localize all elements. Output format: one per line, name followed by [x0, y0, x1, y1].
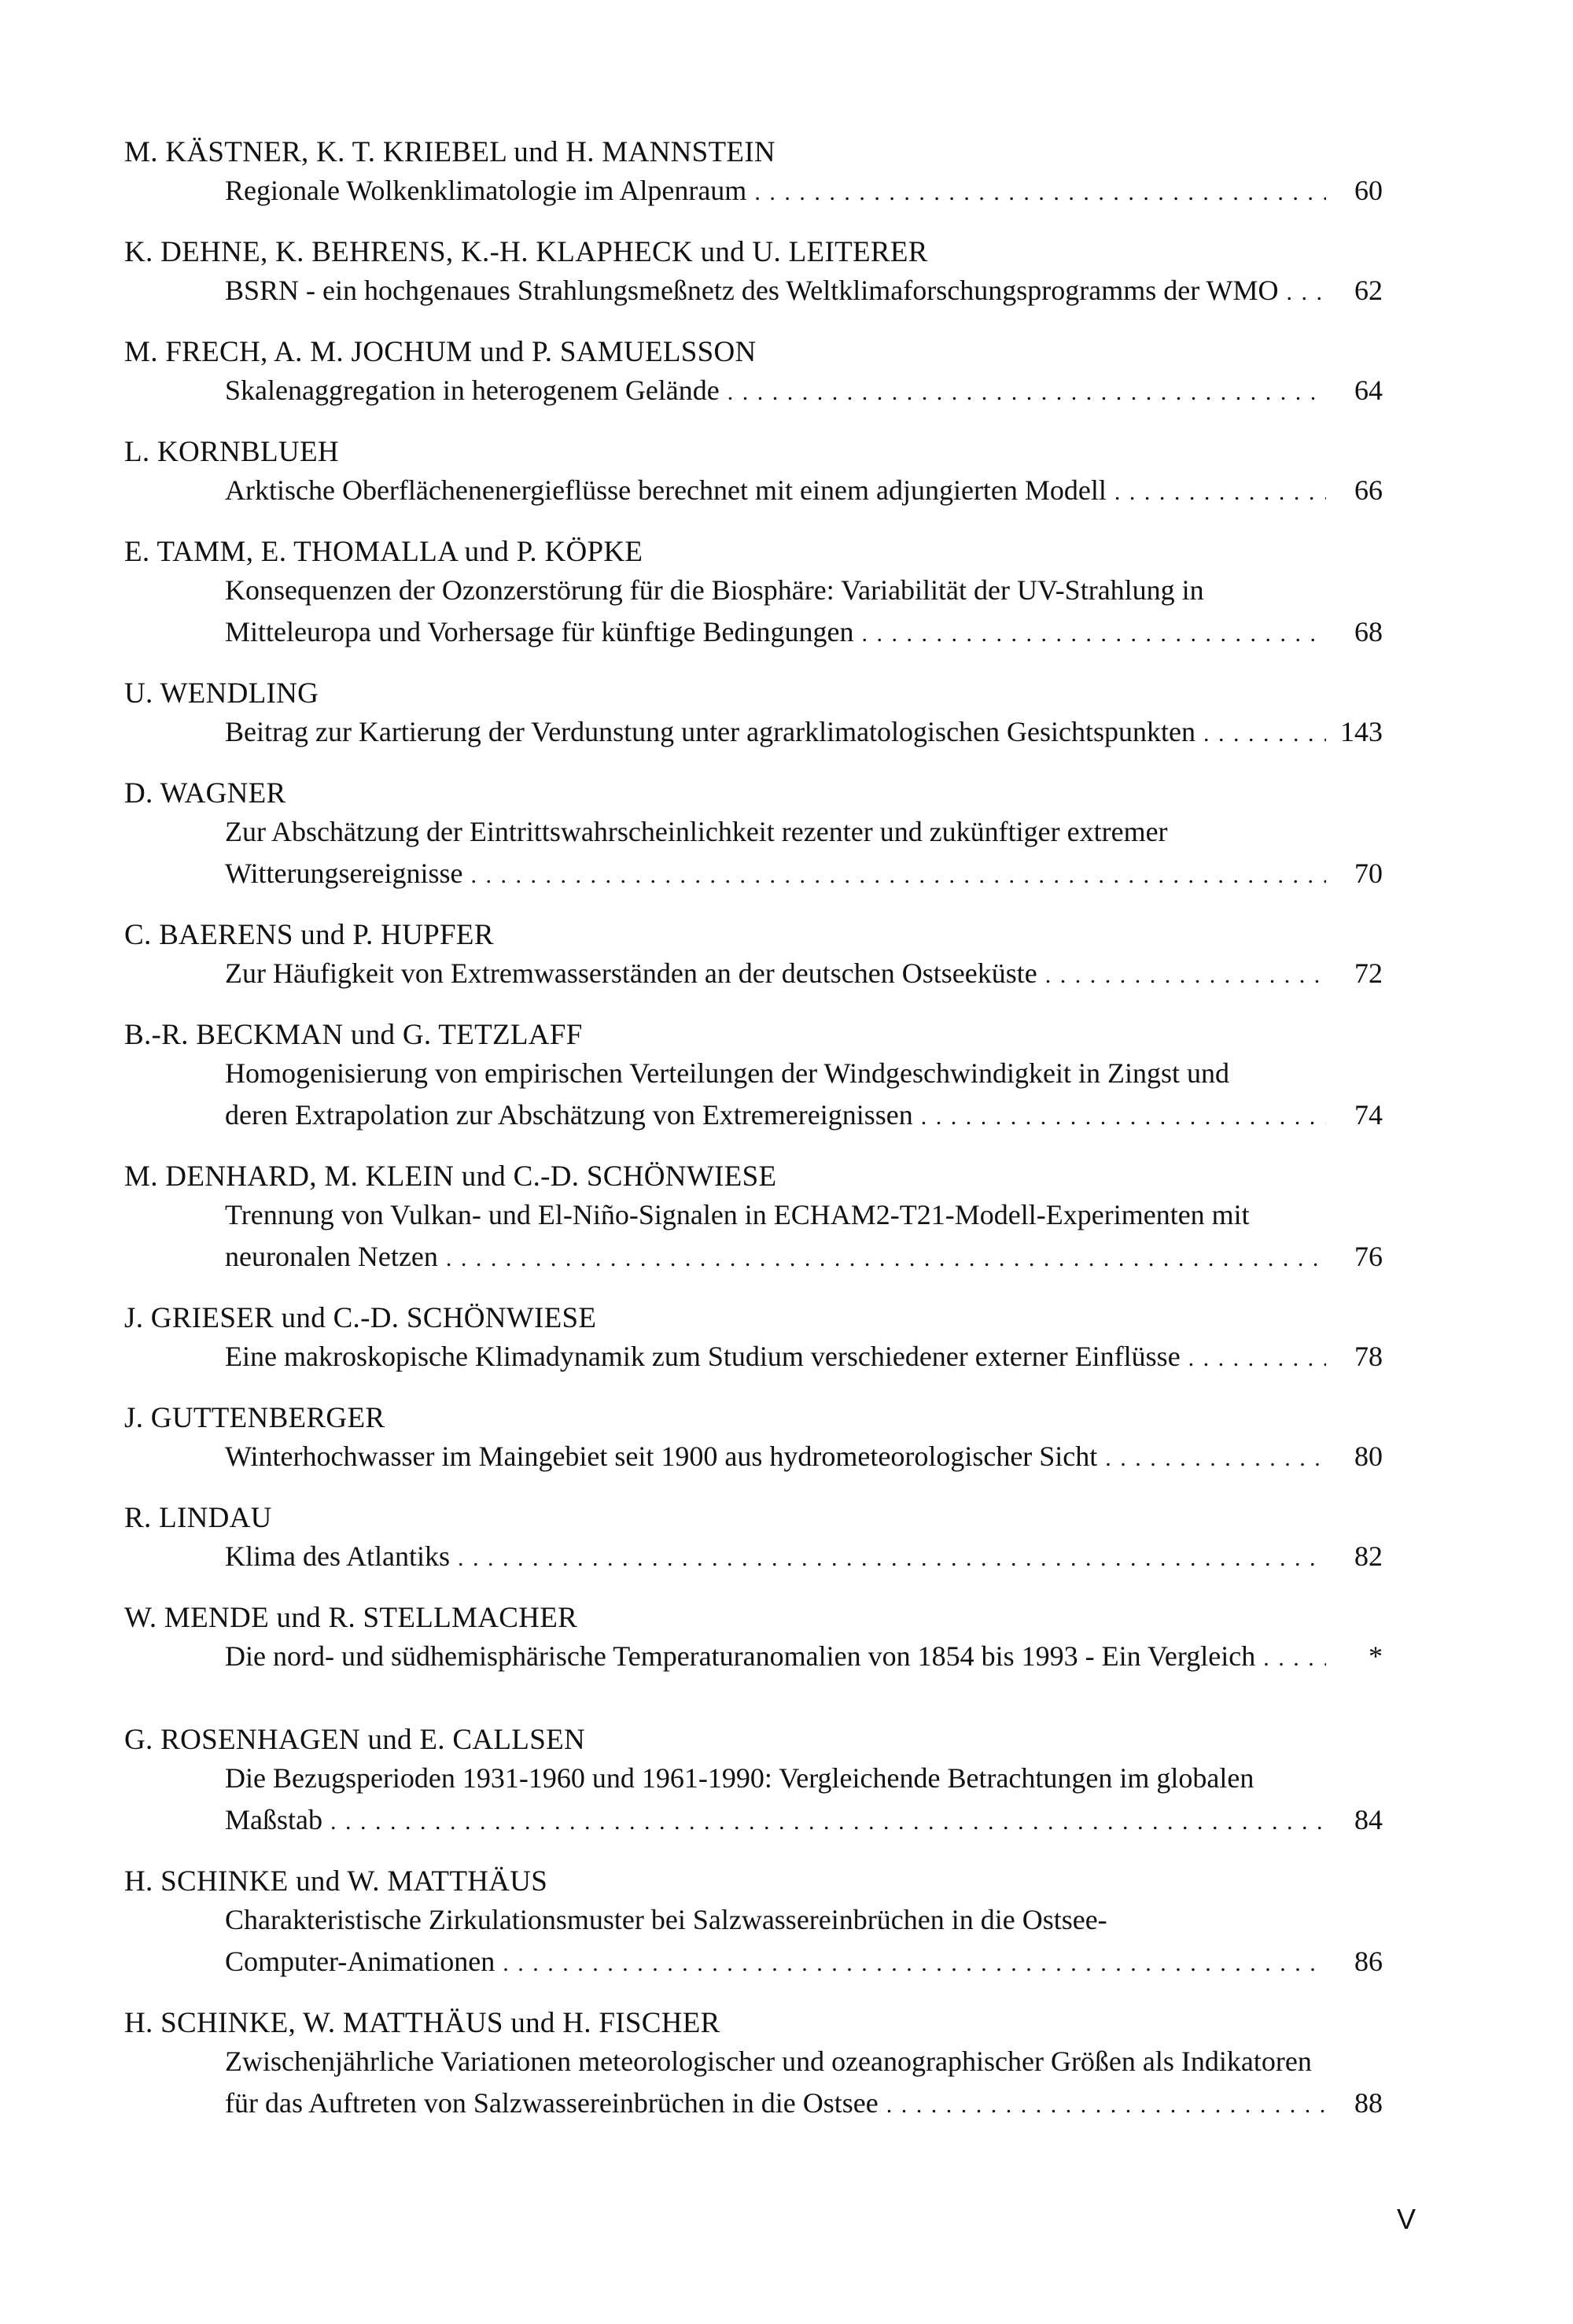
entry-title — [225, 170, 1383, 212]
entry-authors: M. DENHARD, M. KLEIN und C.-D. SCHÖNWIESE — [124, 1160, 777, 1193]
dot-leader — [1287, 271, 1326, 313]
dot-leader — [1188, 1337, 1326, 1379]
toc-entry — [124, 235, 1383, 312]
dot-leader — [330, 1801, 1326, 1843]
entry-page-number: 86 — [1354, 1946, 1383, 1977]
entry-authors: H. SCHINKE, W. MATTHÄUS und H. FISCHER — [124, 2007, 720, 2039]
entry-page-number: 68 — [1354, 616, 1383, 647]
toc-entry — [124, 535, 1383, 653]
entry-title — [225, 1053, 1383, 1136]
entry-page-number: 74 — [1354, 1099, 1383, 1131]
entry-authors: L. KORNBLUEH — [124, 436, 339, 468]
entry-title-text: deren Extrapolation zur Abschätzung von Extremereignissen — [225, 1099, 913, 1131]
entry-title — [225, 1536, 1383, 1577]
entry-authors: D. WAGNER — [124, 777, 286, 810]
entry-page-number: 84 — [1354, 1804, 1383, 1835]
entry-title-text: Arktische Oberflächenenergieflüsse berechnet mit einem adjungierten Modell — [225, 474, 1107, 506]
entry-authors: K. DEHNE, K. BEHRENS, K.-H. KLAPHECK und U. LEITERER — [124, 236, 928, 268]
toc-entry — [124, 1018, 1383, 1136]
entry-title-last-line — [225, 470, 1383, 511]
entry-title-text: BSRN - ein hochgenaues Strahlungsmeßnetz des Weltklimaforschungsprogramms der WMO — [225, 275, 1279, 306]
entry-title — [225, 270, 1383, 312]
entry-title-last-line — [225, 2082, 1383, 2124]
entry-title-last-line — [225, 370, 1383, 411]
entry-page-number: 66 — [1354, 474, 1383, 506]
entry-title-text: Regionale Wolkenklimatologie im Alpenraum — [225, 175, 747, 206]
entry-title — [225, 370, 1383, 411]
entry-title — [225, 2041, 1383, 2124]
entry-title-text: Zur Häufigkeit von Extremwasserständen an der deutschen Ostseeküste — [225, 957, 1037, 989]
entry-title-text: Maßstab — [225, 1804, 322, 1835]
dot-leader — [1203, 713, 1326, 754]
entry-title-last-line — [225, 1799, 1383, 1841]
entry-page-number: 60 — [1354, 175, 1383, 206]
toc-entry — [124, 777, 1383, 895]
entry-title-last-line — [225, 1636, 1383, 1677]
toc-entry — [124, 1301, 1383, 1378]
entry-page-number: 64 — [1354, 374, 1383, 406]
entry-title-last-line — [225, 1336, 1383, 1378]
entry-title-line: Zur Abschätzung der Eintrittswahrscheinlichkeit rezenter und zukünftiger extremer — [225, 816, 1168, 847]
entry-page-number: 78 — [1354, 1341, 1383, 1372]
dot-leader — [1045, 954, 1326, 996]
entry-title-text: Mitteleuropa und Vorhersage für künftige Bedingungen — [225, 616, 854, 647]
entry-title-last-line — [225, 1941, 1383, 1983]
entry-title-last-line — [225, 1094, 1383, 1136]
entry-authors: G. ROSENHAGEN und E. CALLSEN — [124, 1724, 586, 1756]
entry-title — [225, 953, 1383, 994]
entry-title-last-line — [225, 711, 1383, 753]
entry-authors: R. LINDAU — [124, 1502, 272, 1534]
entry-title-line: Homogenisierung von empirischen Verteilungen der Windgeschwindigkeit in Zingst und — [225, 1057, 1229, 1089]
entry-title-line: Zwischenjährliche Variationen meteorologischer und ozeanographischer Größen als Indikatoren — [225, 2045, 1312, 2077]
entry-title-last-line — [225, 1236, 1383, 1278]
entry-title-text: Klima des Atlantiks — [225, 1540, 450, 1572]
entry-title — [225, 711, 1383, 753]
entry-page-number: 62 — [1354, 275, 1383, 306]
entry-title — [225, 1636, 1383, 1677]
entry-title — [225, 1336, 1383, 1378]
dot-leader — [446, 1238, 1326, 1279]
entry-title-last-line — [225, 1536, 1383, 1577]
entry-page-number: 88 — [1354, 2087, 1383, 2119]
entry-authors: J. GUTTENBERGER — [124, 1402, 385, 1434]
entry-title-text: Witterungsereignisse — [225, 858, 463, 889]
entry-authors: J. GRIESER und C.-D. SCHÖNWIESE — [124, 1302, 597, 1334]
entry-title — [225, 1194, 1383, 1278]
entry-authors: B.-R. BECKMAN und G. TETZLAFF — [124, 1019, 583, 1051]
entry-authors: E. TAMM, E. THOMALLA und P. KÖPKE — [124, 536, 643, 568]
entry-title — [225, 811, 1383, 895]
toc-entry — [124, 135, 1383, 212]
entry-page-number: 82 — [1354, 1540, 1383, 1572]
dot-leader — [754, 172, 1326, 213]
dot-leader — [1263, 1637, 1326, 1679]
entry-page-number: 76 — [1354, 1241, 1383, 1272]
page-number: V — [1396, 2203, 1416, 2235]
entry-authors: M. FRECH, A. M. JOCHUM und P. SAMUELSSON — [124, 336, 757, 368]
entry-title-line: Konsequenzen der Ozonzerstörung für die Biosphäre: Variabilität der UV-Strahlung in — [225, 574, 1204, 606]
toc-entry — [124, 1723, 1383, 1841]
entry-title — [225, 470, 1383, 511]
entry-title-text: Skalenaggregation in heterogenem Gelände — [225, 374, 720, 406]
entry-authors: U. WENDLING — [124, 677, 319, 710]
dot-leader — [862, 613, 1327, 655]
dot-leader — [886, 2084, 1326, 2126]
dot-leader — [728, 371, 1326, 413]
entry-authors: W. MENDE und R. STELLMACHER — [124, 1602, 578, 1634]
entry-title-last-line — [225, 170, 1383, 212]
entry-title-last-line — [225, 853, 1383, 895]
entry-title — [225, 570, 1383, 653]
entry-title-last-line — [225, 953, 1383, 994]
entry-title-text: neuronalen Netzen — [225, 1241, 438, 1272]
table-of-contents — [124, 135, 1383, 2124]
entry-page-number: 143 — [1340, 716, 1383, 747]
toc-entry — [124, 2006, 1383, 2124]
entry-title-last-line — [225, 1436, 1383, 1477]
toc-entry — [124, 1160, 1383, 1278]
toc-entry — [124, 1865, 1383, 1983]
toc-entry — [124, 435, 1383, 511]
toc-entry — [124, 1601, 1383, 1677]
entry-title — [225, 1436, 1383, 1477]
entry-title-line: Charakteristische Zirkulationsmuster bei Salzwassereinbrüchen in die Ostsee- — [225, 1904, 1107, 1935]
entry-page-number: 70 — [1354, 858, 1383, 889]
entry-title-line: Die Bezugsperioden 1931-1960 und 1961-1990: Vergleichende Betrachtungen im globalen — [225, 1762, 1254, 1794]
entry-title-text: Winterhochwasser im Maingebiet seit 1900 aus hydrometeorologischer Sicht — [225, 1441, 1098, 1472]
dot-leader — [458, 1537, 1326, 1579]
entry-title-last-line — [225, 270, 1383, 312]
toc-entry — [124, 335, 1383, 411]
entry-title-text: Eine makroskopische Klimadynamik zum Studium verschiedener externer Einflüsse — [225, 1341, 1181, 1372]
dot-leader — [1105, 1437, 1326, 1479]
entry-authors: C. BAERENS und P. HUPFER — [124, 919, 494, 951]
dot-leader — [470, 854, 1326, 896]
toc-entry — [124, 677, 1383, 753]
toc-entry — [124, 1501, 1383, 1577]
entry-title-line: Trennung von Vulkan- und El-Niño-Signalen in ECHAM2-T21-Modell-Experimenten mit — [225, 1199, 1250, 1230]
toc-entry — [124, 1401, 1383, 1477]
entry-page-number: * — [1369, 1640, 1383, 1672]
entry-page-number: 80 — [1354, 1441, 1383, 1472]
dot-leader — [503, 1942, 1326, 1984]
entry-title — [225, 1899, 1383, 1983]
dot-leader — [1114, 471, 1326, 513]
entry-title-text: Computer-Animationen — [225, 1946, 495, 1977]
entry-title — [225, 1758, 1383, 1841]
toc-entry — [124, 918, 1383, 994]
dot-leader — [921, 1096, 1326, 1138]
entry-authors: H. SCHINKE und W. MATTHÄUS — [124, 1865, 548, 1898]
entry-authors: M. KÄSTNER, K. T. KRIEBEL und H. MANNSTEIN — [124, 136, 775, 168]
entry-page-number: 72 — [1354, 957, 1383, 989]
entry-title-text: für das Auftreten von Salzwassereinbrüchen in die Ostsee — [225, 2087, 879, 2119]
entry-title-last-line — [225, 611, 1383, 653]
entry-title-text: Beitrag zur Kartierung der Verdunstung unter agrarklimatologischen Gesichtspunkten — [225, 716, 1195, 747]
entry-title-text: Die nord- und südhemisphärische Temperaturanomalien von 1854 bis 1993 - Ein Vergleich — [225, 1640, 1256, 1672]
